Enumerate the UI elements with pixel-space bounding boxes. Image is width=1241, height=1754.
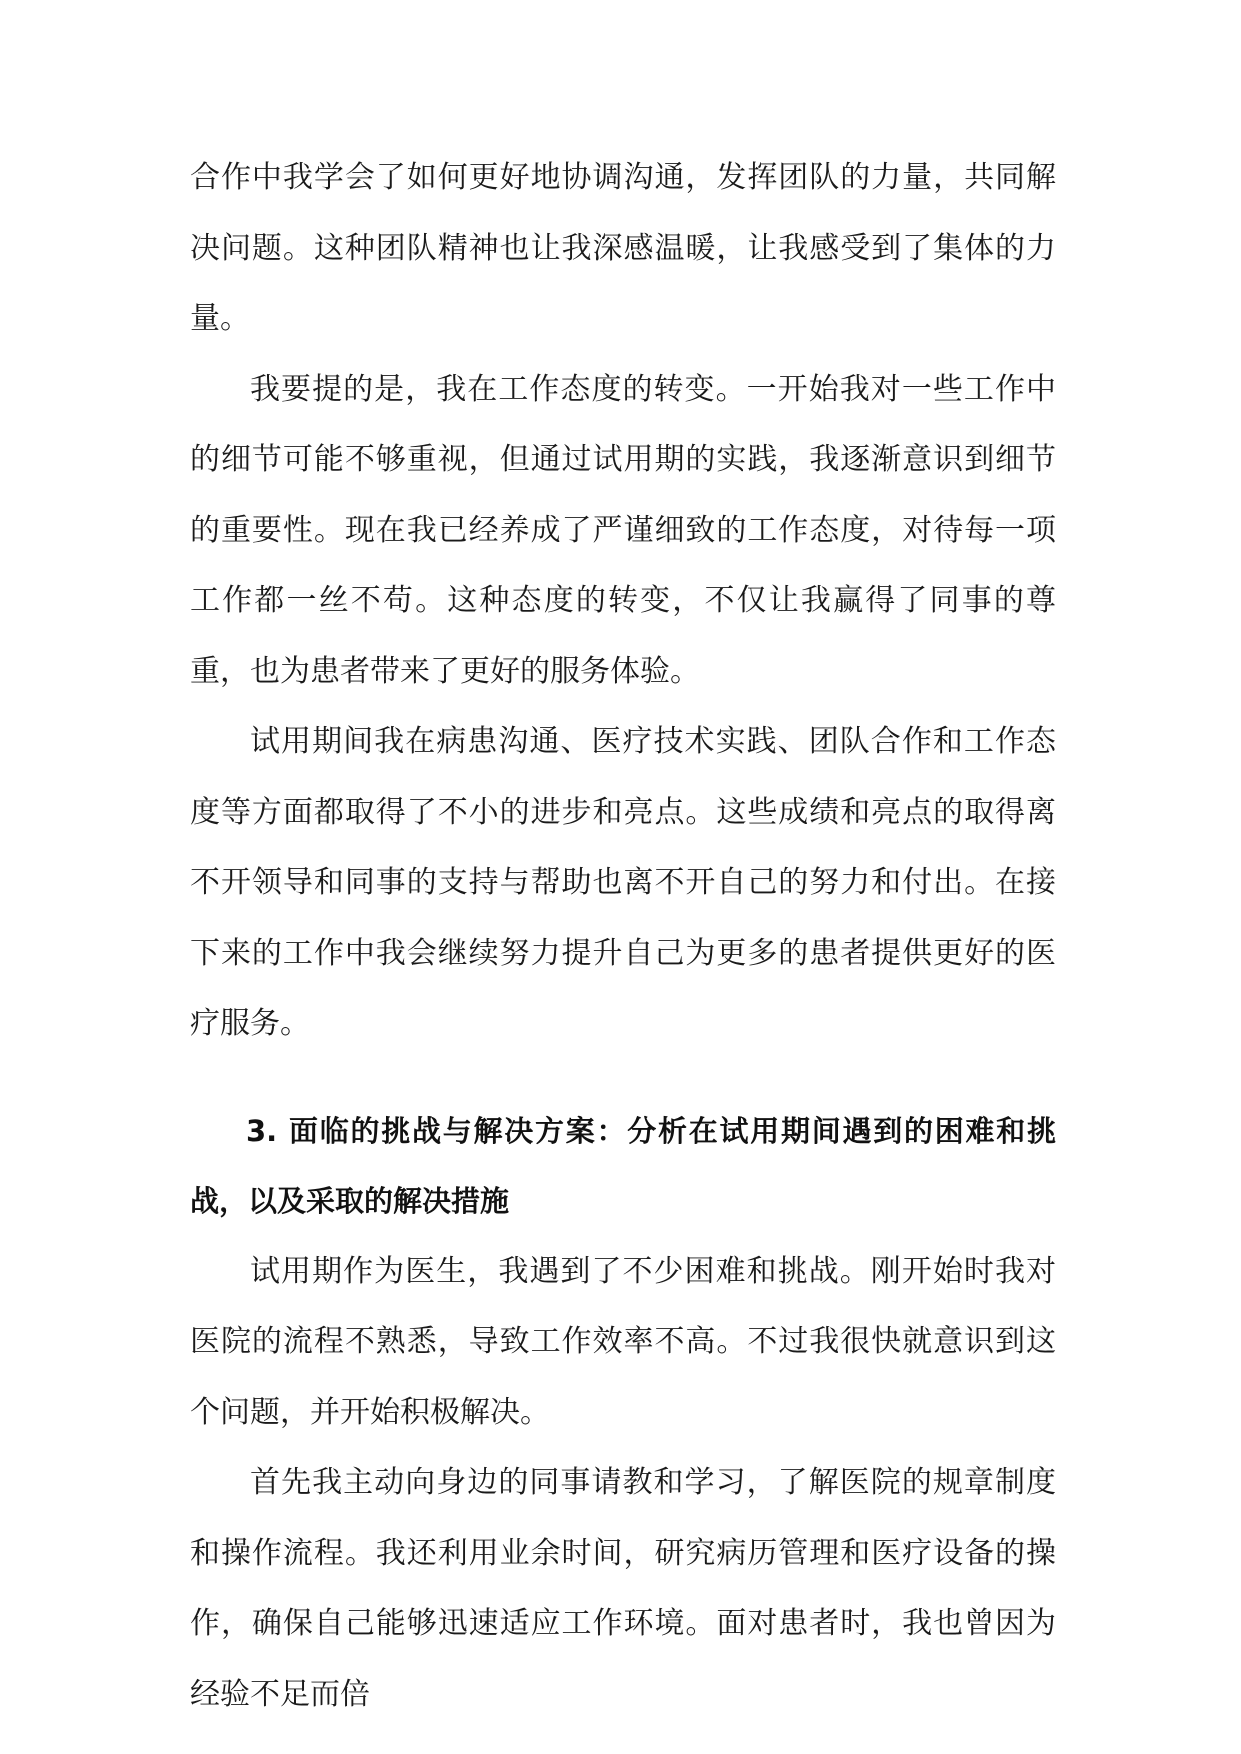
paragraph-work-attitude: 我要提的是，我在工作态度的转变。一开始我对一些工作中的细节可能不够重视，但通过试用期的实践，我逐渐意识到细节的重要性。现在我已经养成了严谨细致的工作态度，对待每一项工作都一丝不苟。这种态度的转变，不仅让我赢得了同事的尊重，也为患者带来了更好的服务体验。 (190, 371, 1056, 689)
paragraph-difficulties: 试用期作为医生，我遇到了不少困难和挑战。刚开始时我对医院的流程不熟悉，导致工作效率不高。不过我很快就意识到这个问题，并开始积极解决。 (190, 1253, 1056, 1430)
section-heading-challenges: 3. 面临的挑战与解决方案：分析在试用期间遇到的困难和挑战，以及采取的解决措施 (190, 1113, 1056, 1218)
paragraph-team-spirit: 合作中我学会了如何更好地协调沟通，发挥团队的力量，共同解决问题。这种团队精神也让我深感温暖，让我感受到了集体的力量。 (190, 160, 1056, 336)
document-body (190, 143, 1056, 1730)
paragraph-solutions: 首先我主动向身边的同事请教和学习，了解医院的规章制度和操作流程。我还利用业余时间，研究病历管理和医疗设备的操作，确保自己能够迅速适应工作环境。面对患者时，我也曾因为经验不足而倍 (190, 1465, 1056, 1712)
paragraph-summary: 试用期间我在病患沟通、医疗技术实践、团队合作和工作态度等方面都取得了不小的进步和亮点。这些成绩和亮点的取得离不开领导和同事的支持与帮助也离不开自己的努力和付出。在接下来的工作中我会继续努力提升自己为更多的患者提供更好的医疗服务。 (190, 724, 1056, 1041)
